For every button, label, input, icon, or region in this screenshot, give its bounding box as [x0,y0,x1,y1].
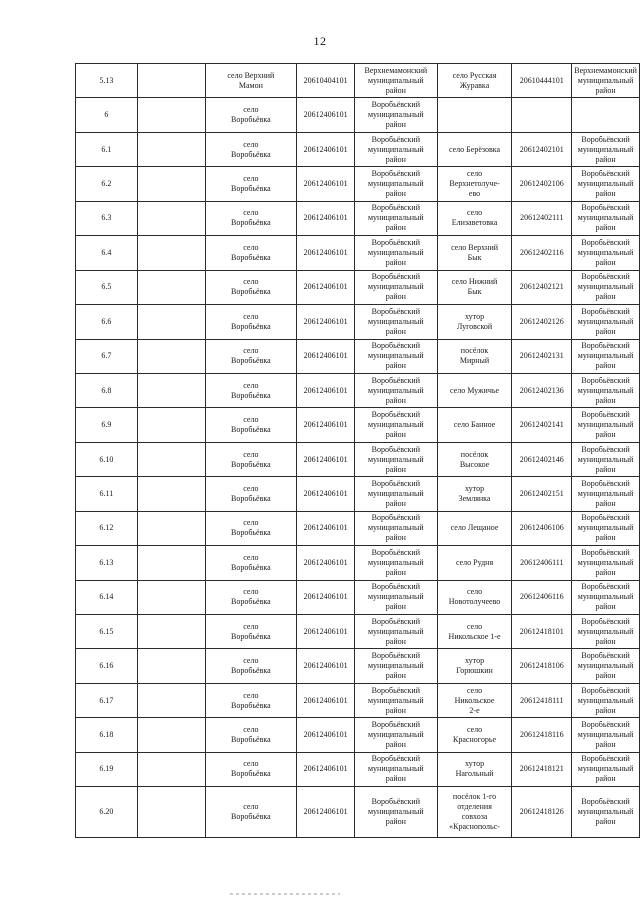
blank-cell [137,718,205,752]
row-number: 6.15 [76,615,138,649]
settlements-table [75,63,640,838]
table-row [76,442,640,476]
settlement-name: село Никольское 1-е [437,615,512,649]
row-number: 6.4 [76,236,138,270]
blank-cell [137,98,205,132]
settlement-district: Воробьёвский муниципальный район [572,477,640,511]
table-row [76,236,640,270]
row-number: 6.10 [76,442,138,476]
admin-center-district: Верхнемамонский муниципальный район [354,64,437,98]
admin-center-name: село Воробьёвка [205,546,297,580]
admin-center-oktmo: 20612406101 [297,546,355,580]
settlement-name: село Красногорье [437,718,512,752]
settlement-oktmo: 20612402106 [512,167,572,201]
admin-center-district: Воробьёвский муниципальный район [354,752,437,786]
settlement-district: Воробьёвский муниципальный район [572,546,640,580]
settlement-name: село Елизаветовка [437,201,512,235]
admin-center-district: Воробьёвский муниципальный район [354,718,437,752]
settlement-name: село Русская Журавка [437,64,512,98]
admin-center-name: село Воробьёвка [205,167,297,201]
settlement-name: село Берёзовка [437,132,512,166]
blank-cell [137,167,205,201]
settlement-name: хутор Луговской [437,305,512,339]
admin-center-name: село Воробьёвка [205,132,297,166]
settlement-oktmo: 20612402131 [512,339,572,373]
table-row [76,511,640,545]
row-number: 6.20 [76,787,138,838]
settlement-district: Воробьёвский муниципальный район [572,305,640,339]
row-number: 5.13 [76,64,138,98]
admin-center-district: Воробьёвский муниципальный район [354,201,437,235]
table-row [76,132,640,166]
admin-center-oktmo: 20612406101 [297,305,355,339]
settlement-name [437,98,512,132]
settlement-name: хутор Нагольный [437,752,512,786]
settlement-name: село Мужичье [437,373,512,407]
row-number: 6.19 [76,752,138,786]
settlement-name: село Верхнетолуче- ево [437,167,512,201]
settlement-name: хутор Землянка [437,477,512,511]
settlement-district: Воробьёвский муниципальный район [572,649,640,683]
table-row [76,752,640,786]
settlement-oktmo: 20612402126 [512,305,572,339]
blank-cell [137,305,205,339]
settlement-district: Воробьёвский муниципальный район [572,787,640,838]
admin-center-district: Воробьёвский муниципальный район [354,787,437,838]
table-row [76,64,640,98]
row-number: 6.11 [76,477,138,511]
settlement-oktmo: 20612418116 [512,718,572,752]
admin-center-oktmo: 20612406101 [297,167,355,201]
settlement-district: Воробьёвский муниципальный район [572,270,640,304]
admin-center-district: Воробьёвский муниципальный район [354,683,437,717]
blank-cell [137,408,205,442]
admin-center-oktmo: 20612406101 [297,477,355,511]
settlement-district: Верхнемамонский муниципальный район [572,64,640,98]
admin-center-district: Воробьёвский муниципальный район [354,98,437,132]
admin-center-district: Воробьёвский муниципальный район [354,373,437,407]
settlement-district: Воробьёвский муниципальный район [572,373,640,407]
settlement-district: Воробьёвский муниципальный район [572,442,640,476]
settlement-name: село Новотолучеево [437,580,512,614]
admin-center-oktmo: 20612406101 [297,408,355,442]
row-number: 6.13 [76,546,138,580]
admin-center-oktmo: 20612406101 [297,580,355,614]
blank-cell [137,64,205,98]
row-number: 6.17 [76,683,138,717]
row-number: 6.7 [76,339,138,373]
admin-center-district: Воробьёвский муниципальный район [354,580,437,614]
table-row [76,580,640,614]
settlement-oktmo: 20610444101 [512,64,572,98]
admin-center-name: село Воробьёвка [205,339,297,373]
admin-center-name: село Воробьёвка [205,98,297,132]
admin-center-district: Воробьёвский муниципальный район [354,236,437,270]
admin-center-oktmo: 20612406101 [297,339,355,373]
settlement-name: село Рудня [437,546,512,580]
settlement-district [572,98,640,132]
blank-cell [137,546,205,580]
admin-center-oktmo: 20612406101 [297,236,355,270]
row-number: 6.14 [76,580,138,614]
table-row [76,201,640,235]
blank-cell [137,787,205,838]
admin-center-name: село Воробьёвка [205,649,297,683]
admin-center-name: село Воробьёвка [205,580,297,614]
blank-cell [137,201,205,235]
admin-center-oktmo: 20610404101 [297,64,355,98]
admin-center-oktmo: 20612406101 [297,752,355,786]
table-row [76,615,640,649]
admin-center-oktmo: 20612406101 [297,683,355,717]
settlement-district: Воробьёвский муниципальный район [572,236,640,270]
table-row [76,477,640,511]
admin-center-district: Воробьёвский муниципальный район [354,339,437,373]
table-row [76,408,640,442]
settlement-name: посёлок Высокое [437,442,512,476]
row-number: 6.9 [76,408,138,442]
admin-center-name: село Воробьёвка [205,615,297,649]
settlement-oktmo: 20612402101 [512,132,572,166]
settlement-oktmo: 20612402121 [512,270,572,304]
blank-cell [137,615,205,649]
admin-center-name: село Воробьёвка [205,408,297,442]
table-row [76,718,640,752]
settlement-name: село Никольское 2-е [437,683,512,717]
admin-center-oktmo: 20612406101 [297,270,355,304]
table-row [76,270,640,304]
settlement-district: Воробьёвский муниципальный район [572,580,640,614]
table-row [76,98,640,132]
settlement-oktmo: 20612402116 [512,236,572,270]
blank-cell [137,236,205,270]
admin-center-name: село Воробьёвка [205,787,297,838]
row-number: 6.8 [76,373,138,407]
row-number: 6.1 [76,132,138,166]
settlement-name: хутор Горюшкин [437,649,512,683]
admin-center-oktmo: 20612406101 [297,511,355,545]
settlement-name: посёлок Мирный [437,339,512,373]
table-row [76,546,640,580]
settlement-district: Воробьёвский муниципальный район [572,752,640,786]
settlement-oktmo [512,98,572,132]
row-number: 6 [76,98,138,132]
table-row [76,373,640,407]
settlement-district: Воробьёвский муниципальный район [572,201,640,235]
settlement-oktmo: 20612402136 [512,373,572,407]
settlement-district: Воробьёвский муниципальный район [572,615,640,649]
settlement-name: село Лещаное [437,511,512,545]
admin-center-name: село Воробьёвка [205,270,297,304]
settlement-district: Воробьёвский муниципальный район [572,511,640,545]
settlement-name: село Банное [437,408,512,442]
settlement-oktmo: 20612402141 [512,408,572,442]
settlement-district: Воробьёвский муниципальный район [572,339,640,373]
blank-cell [137,270,205,304]
admin-center-district: Воробьёвский муниципальный район [354,167,437,201]
admin-center-oktmo: 20612406101 [297,649,355,683]
blank-cell [137,477,205,511]
blank-cell [137,373,205,407]
settlement-oktmo: 20612406106 [512,511,572,545]
admin-center-district: Воробьёвский муниципальный район [354,132,437,166]
table-row [76,167,640,201]
row-number: 6.16 [76,649,138,683]
admin-center-oktmo: 20612406101 [297,201,355,235]
row-number: 6.6 [76,305,138,339]
settlement-district: Воробьёвский муниципальный район [572,132,640,166]
settlement-oktmo: 20612418121 [512,752,572,786]
blank-cell [137,339,205,373]
settlement-oktmo: 20612402146 [512,442,572,476]
settlement-oktmo: 20612418101 [512,615,572,649]
admin-center-district: Воробьёвский муниципальный район [354,270,437,304]
admin-center-name: село Воробьёвка [205,305,297,339]
admin-center-name: село Воробьёвка [205,683,297,717]
admin-center-oktmo: 20612406101 [297,615,355,649]
admin-center-oktmo: 20612406101 [297,98,355,132]
admin-center-oktmo: 20612406101 [297,373,355,407]
admin-center-name: село Воробьёвка [205,442,297,476]
page-number: 12 [313,34,327,48]
row-number: 6.12 [76,511,138,545]
admin-center-name: село Воробьёвка [205,236,297,270]
table-body [76,64,640,838]
table-row [76,787,640,838]
settlement-oktmo: 20612406111 [512,546,572,580]
settlement-name: посёлок 1-го отделения совхоза «Краснопольс- [437,787,512,838]
settlement-oktmo: 20612418106 [512,649,572,683]
admin-center-district: Воробьёвский муниципальный район [354,546,437,580]
row-number: 6.18 [76,718,138,752]
admin-center-oktmo: 20612406101 [297,718,355,752]
blank-cell [137,752,205,786]
admin-center-oktmo: 20612406101 [297,787,355,838]
admin-center-district: Воробьёвский муниципальный район [354,305,437,339]
settlement-district: Воробьёвский муниципальный район [572,718,640,752]
admin-center-name: село Воробьёвка [205,752,297,786]
settlement-oktmo: 20612418126 [512,787,572,838]
admin-center-district: Воробьёвский муниципальный район [354,477,437,511]
admin-center-district: Воробьёвский муниципальный район [354,442,437,476]
scan-artifact [230,893,340,895]
row-number: 6.5 [76,270,138,304]
blank-cell [137,132,205,166]
row-number: 6.2 [76,167,138,201]
admin-center-oktmo: 20612406101 [297,132,355,166]
admin-center-oktmo: 20612406101 [297,442,355,476]
admin-center-district: Воробьёвский муниципальный район [354,649,437,683]
admin-center-name: село Воробьёвка [205,373,297,407]
admin-center-name: село Воробьёвка [205,201,297,235]
settlement-oktmo: 20612406116 [512,580,572,614]
admin-center-name: село Воробьёвка [205,511,297,545]
table-row [76,649,640,683]
admin-center-name: село Воробьёвка [205,718,297,752]
settlement-oktmo: 20612402151 [512,477,572,511]
blank-cell [137,683,205,717]
blank-cell [137,442,205,476]
settlement-district: Воробьёвский муниципальный район [572,408,640,442]
table-row [76,683,640,717]
table-row [76,305,640,339]
admin-center-name: село Верхний Мамон [205,64,297,98]
blank-cell [137,511,205,545]
admin-center-district: Воробьёвский муниципальный район [354,408,437,442]
settlement-oktmo: 20612418111 [512,683,572,717]
settlement-name: село Верхний Бык [437,236,512,270]
settlement-district: Воробьёвский муниципальный район [572,167,640,201]
settlement-district: Воробьёвский муниципальный район [572,683,640,717]
settlement-oktmo: 20612402111 [512,201,572,235]
settlement-name: село Нижний Бык [437,270,512,304]
admin-center-district: Воробьёвский муниципальный район [354,511,437,545]
blank-cell [137,649,205,683]
table-row [76,339,640,373]
row-number: 6.3 [76,201,138,235]
blank-cell [137,580,205,614]
admin-center-name: село Воробьёвка [205,477,297,511]
admin-center-district: Воробьёвский муниципальный район [354,615,437,649]
